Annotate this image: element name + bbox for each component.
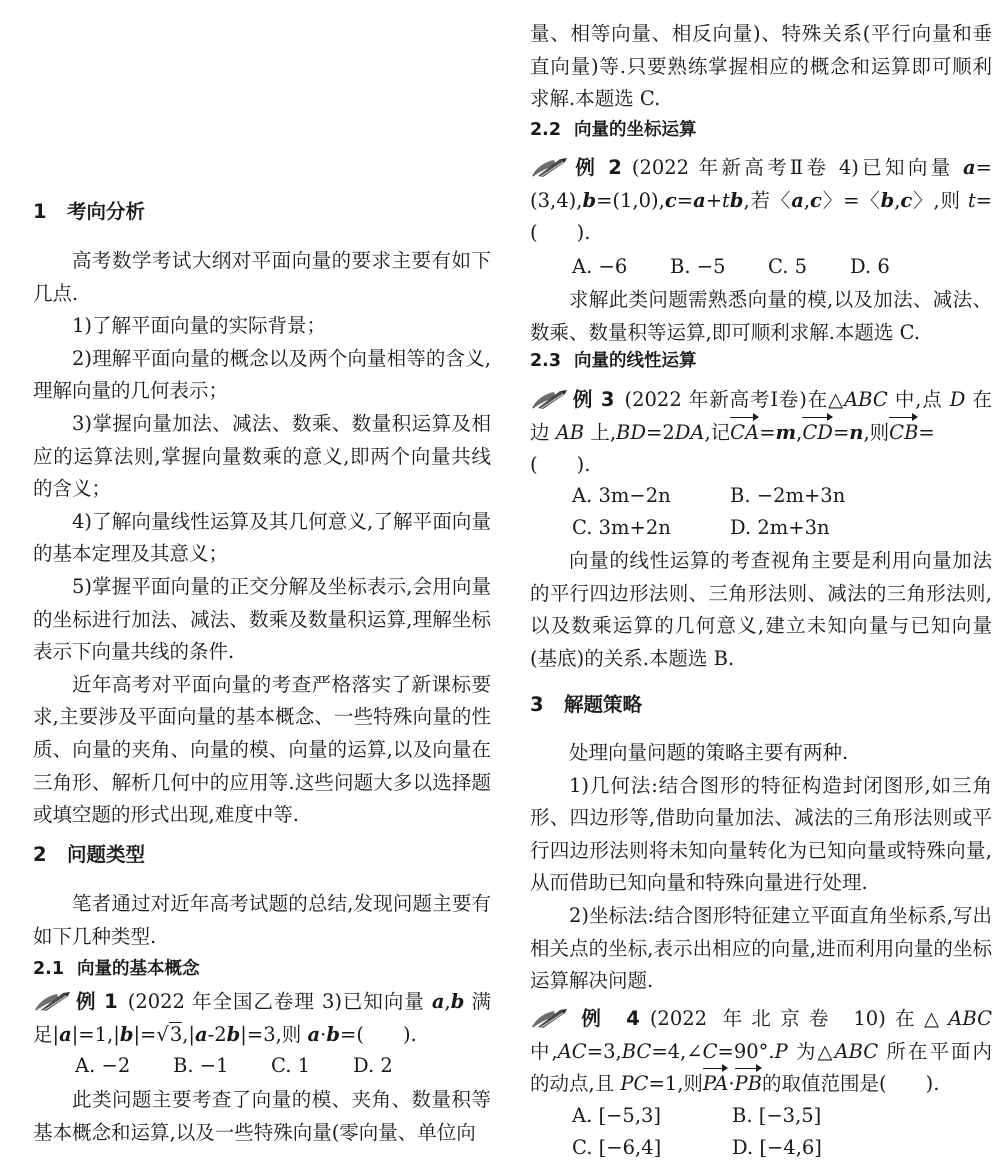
- example-4-question: 例 4 (2022 年北京卷 10)在△ABC 中,AC=3,BC=4,∠C=90°.P 为△ABC 所在平面内的动点,且 PC=1,则PA·PB的取值范围是( ).: [530, 1003, 992, 1101]
- pen-and-paper-icon: [530, 156, 568, 178]
- example-1: [33, 986, 491, 1051]
- vector-ca: CA: [730, 417, 759, 450]
- option-b: B. −1: [173, 1054, 229, 1077]
- section-2-heading: 2 问题类型: [33, 843, 146, 866]
- section-1-heading: 1 考向分析: [33, 200, 146, 223]
- vector-pa: PA: [703, 1068, 728, 1101]
- option-a: A. −2: [75, 1054, 131, 1077]
- example-1-options: [75, 1050, 393, 1082]
- option-a: A. [−5,3]: [572, 1104, 662, 1127]
- requirement-3: 3)掌握向量加法、减法、数乘、数量积运算及相应的运算法则,掌握向量数乘的意义,即两个向量共线的含义；: [33, 411, 491, 501]
- option-a: A. −6: [572, 255, 628, 278]
- option-b: B. −5: [670, 255, 726, 278]
- strategy-intro: 处理向量问题的策略主要有两种.: [569, 741, 849, 764]
- vector-cb: CB: [889, 417, 918, 450]
- strategy-1: 1)几何法:结合图形的特征构造封闭图形,如三角形、四边形等,借助向量加法、减法的三角形法则或平行四边形法则将未知向量转化为已知向量或特殊向量,从而借助已知向量和特殊向量进行处理.: [530, 773, 992, 895]
- example-4-label: 例 4: [572, 1007, 640, 1030]
- option-d: D. 6: [850, 255, 890, 278]
- pen-and-paper-icon: [530, 388, 568, 410]
- pen-and-paper-icon: [530, 1007, 568, 1029]
- option-c: C. 5: [768, 255, 808, 278]
- option-b: B. [−3,5]: [732, 1104, 822, 1127]
- requirement-5: 5)掌握平面向量的正交分解及坐标表示,会用向量的坐标进行加法、减法、数乘及数量积运算,理解坐标表示下向量共线的条件.: [33, 574, 491, 664]
- subsection-2-3-heading: 2.3 向量的线性运算: [530, 351, 697, 371]
- subsection-2-2-heading: 2.2 向量的坐标运算: [530, 120, 697, 140]
- example-4: [530, 1003, 992, 1101]
- example-2-question: 例 2 (2022 年新高考Ⅱ卷 4)已知向量 a=(3,4),b=(1,0),c=a+tb,若〈a,c〉=〈b,c〉,则 t=( ).: [530, 156, 993, 245]
- example-1-analysis-continued: 量、相等向量、相反向量)、特殊关系(平行向量和垂直向量)等.只要熟练掌握相应的概念和运算即可顺利求解.本题选 C.: [530, 22, 992, 111]
- option-d: D. [−4,6]: [732, 1136, 822, 1159]
- example-1-question: 例 1 (2022 年全国乙卷理 3)已知向量 a,b 满足|a|=1,|b|=√3,|a-2b|=3,则 a·b=( ).: [33, 990, 492, 1046]
- types-paragraph: 笔者通过对近年高考试题的总结,发现问题主要有如下几种类型.: [33, 892, 491, 948]
- intro-paragraph: 高考数学考试大纲对平面向量的要求主要有如下几点.: [33, 249, 491, 305]
- option-d: D. 2: [353, 1054, 393, 1077]
- example-3-question: 例 3 (2022 年新高考Ⅰ卷)在△ABC 中,点 D 在边 AB 上,BD=2DA,记CA=m,CD=n,则CB= ( ).: [530, 388, 992, 477]
- example-2-options: [572, 251, 890, 283]
- recent-exams-paragraph: 近年高考对平面向量的考查严格落实了新课标要求,主要涉及平面向量的基本概念、一些特殊向量的性质、向量的夹角、向量的模、向量的运算,以及向量在三角形、解析几何中的应用等.这些问题大多以选择题或填空题的形式出现,难度中等.: [33, 672, 491, 827]
- example-2-label: 例 2: [572, 156, 622, 179]
- vector-pb: PB: [735, 1068, 762, 1101]
- option-c: C. 3m+2n: [572, 516, 671, 539]
- option-a: A. 3m−2n: [572, 484, 671, 507]
- vector-cd: CD: [802, 417, 833, 450]
- example-3-options: [572, 480, 845, 544]
- section-3-body: [530, 737, 992, 998]
- pen-and-paper-icon: [33, 990, 71, 1012]
- requirement-1: 1)了解平面向量的实际背景；: [72, 314, 327, 338]
- section-3-heading: 3 解题策略: [530, 693, 643, 716]
- section-1-body: [33, 245, 491, 832]
- example-4-options: [572, 1100, 822, 1164]
- example-1-analysis: 此类问题主要考查了向量的模、夹角、数量积等基本概念和运算,以及一些特殊向量(零向量、单位向: [33, 1088, 491, 1144]
- example-3: [530, 384, 992, 482]
- option-d: D. 2m+3n: [730, 516, 830, 539]
- strategy-2: 2)坐标法:结合图形特征建立平面直角坐标系,写出相关点的坐标,表示出相应的向量,进而利用向量的坐标运算解决问题.: [530, 903, 992, 993]
- option-b: B. −2m+3n: [730, 484, 846, 507]
- example-2: [530, 152, 992, 250]
- subsection-2-1-heading: 2.1 向量的基本概念: [33, 959, 200, 979]
- option-c: C. 1: [271, 1054, 311, 1077]
- requirement-2: 2)理解平面向量的概念以及两个向量相等的含义,理解向量的几何表示；: [33, 346, 491, 403]
- section-2-intro: [33, 888, 491, 953]
- example-3-label: 例 3: [572, 388, 615, 411]
- example-2-analysis: 求解此类问题需熟悉向量的模,以及加法、减法、数乘、数量积等运算,即可顺利求解.本题选 C.: [530, 288, 992, 344]
- example-1-label: 例 1: [75, 990, 118, 1013]
- example-3-analysis: 向量的线性运算的考查视角主要是利用向量加法的平行四边形法则、三角形法则、减法的三角形法则,以及数乘运算的几何意义,建立未知向量与已知向量(基底)的关系.本题选 B.: [530, 549, 992, 670]
- option-c: C. [−6,4]: [572, 1136, 662, 1159]
- requirement-4: 4)了解向量线性运算及其几何意义,了解平面向量的基本定理及其意义；: [33, 509, 491, 566]
